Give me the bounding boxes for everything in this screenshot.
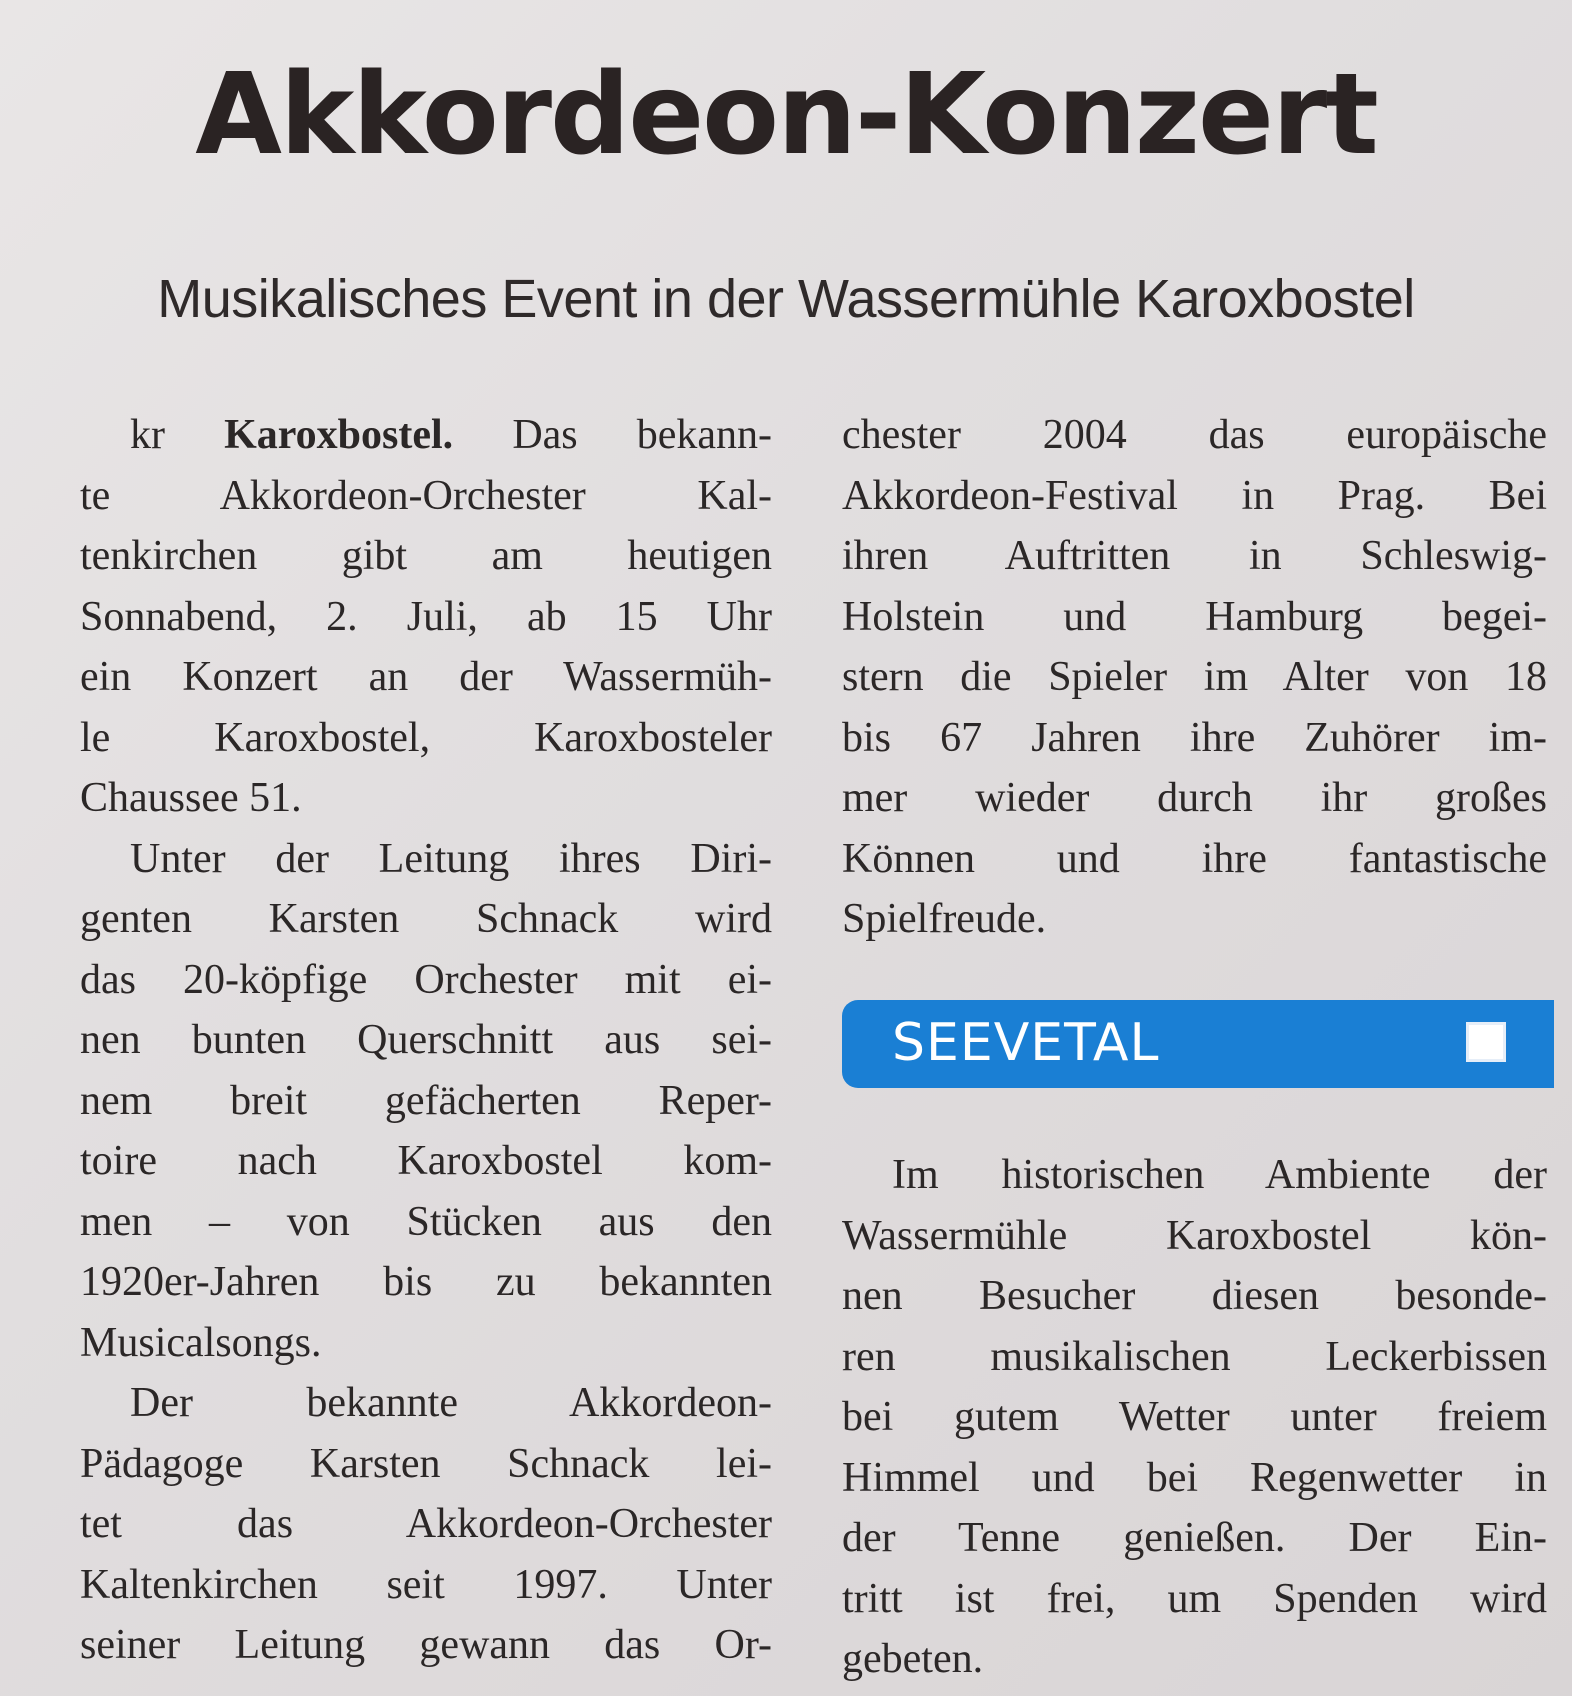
article-line: seiner Leitung gewann das Or-	[80, 1622, 772, 1668]
article-line: 1920er-Jahren bis zu bekannten	[80, 1259, 772, 1305]
article-line: Spielfreude.	[842, 896, 1047, 942]
article-line: Himmel und bei Regenwetter in	[842, 1454, 1547, 1501]
article-line: bis 67 Jahren ihre Zuhörer im-	[842, 714, 1547, 761]
article-line: tenkirchen gibt am heutigen	[80, 533, 772, 579]
article-line: Können und ihre fantastische	[842, 835, 1547, 882]
article-line: Holstein und Hamburg begei-	[842, 593, 1547, 640]
article-line: mer wieder durch ihr großes	[842, 775, 1547, 821]
article-line: nen Besucher diesen besonde-	[842, 1273, 1547, 1319]
article-line: bei gutem Wetter unter freiem	[842, 1394, 1547, 1440]
article-line: der Tenne genießen. Der Ein-	[842, 1515, 1547, 1561]
article-line: men – von Stücken aus den	[80, 1198, 772, 1245]
dateline: Karoxbostel.	[224, 412, 454, 458]
article-column-right-continued	[842, 1145, 1547, 1690]
article-line: tet das Akkordeon-Orchester	[80, 1501, 772, 1547]
article-line: Wassermühle Karoxbostel kön-	[842, 1212, 1547, 1259]
article-line: ren musikalischen Leckerbissen	[842, 1333, 1547, 1380]
article-line: Chaussee 51.	[80, 775, 302, 821]
article-line: tritt ist frei, um Spenden wird	[842, 1575, 1547, 1622]
article-line: Sonnabend, 2. Juli, ab 15 Uhr	[80, 593, 772, 640]
article-column-left	[80, 405, 772, 1676]
subheadline: Musikalisches Event in der Wassermühle Karoxbostel	[157, 269, 1415, 329]
section-label: SEEVETAL	[892, 1013, 1160, 1073]
article-line: Der bekannte Akkordeon-	[130, 1380, 772, 1426]
article-line: le Karoxbostel, Karoxbosteler	[80, 714, 772, 761]
article-line: nen bunten Querschnitt aus sei-	[80, 1017, 772, 1063]
square-icon	[1466, 1022, 1506, 1062]
article-line: ihren Auftritten in Schleswig-	[842, 533, 1547, 579]
article-line: das 20-köpfige Orchester mit ei-	[80, 956, 772, 1003]
article-line	[80, 405, 772, 466]
headline: Akkordeon-Konzert	[195, 50, 1377, 180]
article-line: Musicalsongs.	[80, 1319, 322, 1366]
article-line: Im historischen Ambiente der	[892, 1152, 1547, 1198]
article-line: toire nach Karoxbostel kom-	[80, 1138, 772, 1184]
article-line: nem breit gefächerten Reper-	[80, 1077, 772, 1124]
article-line: stern die Spieler im Alter von 18	[842, 654, 1547, 700]
byline: kr	[130, 412, 165, 458]
article-line: Akkordeon-Festival in Prag. Bei	[842, 472, 1547, 519]
article-line-text: Das bekann-	[512, 412, 773, 458]
article-line: te Akkordeon-Orchester Kal-	[80, 472, 772, 519]
article-column-right	[842, 405, 1547, 950]
article-line: ein Konzert an der Wassermüh-	[80, 654, 772, 700]
article-line: Unter der Leitung ihres Diri-	[130, 835, 772, 882]
article-line: gebeten.	[842, 1636, 984, 1682]
article-line: chester 2004 das europäische	[842, 412, 1547, 458]
section-header-seevetal	[842, 1000, 1554, 1088]
article-line: Pädagoge Karsten Schnack lei-	[80, 1440, 772, 1487]
article-line: genten Karsten Schnack wird	[80, 896, 772, 942]
article-line: Kaltenkirchen seit 1997. Unter	[80, 1561, 772, 1608]
